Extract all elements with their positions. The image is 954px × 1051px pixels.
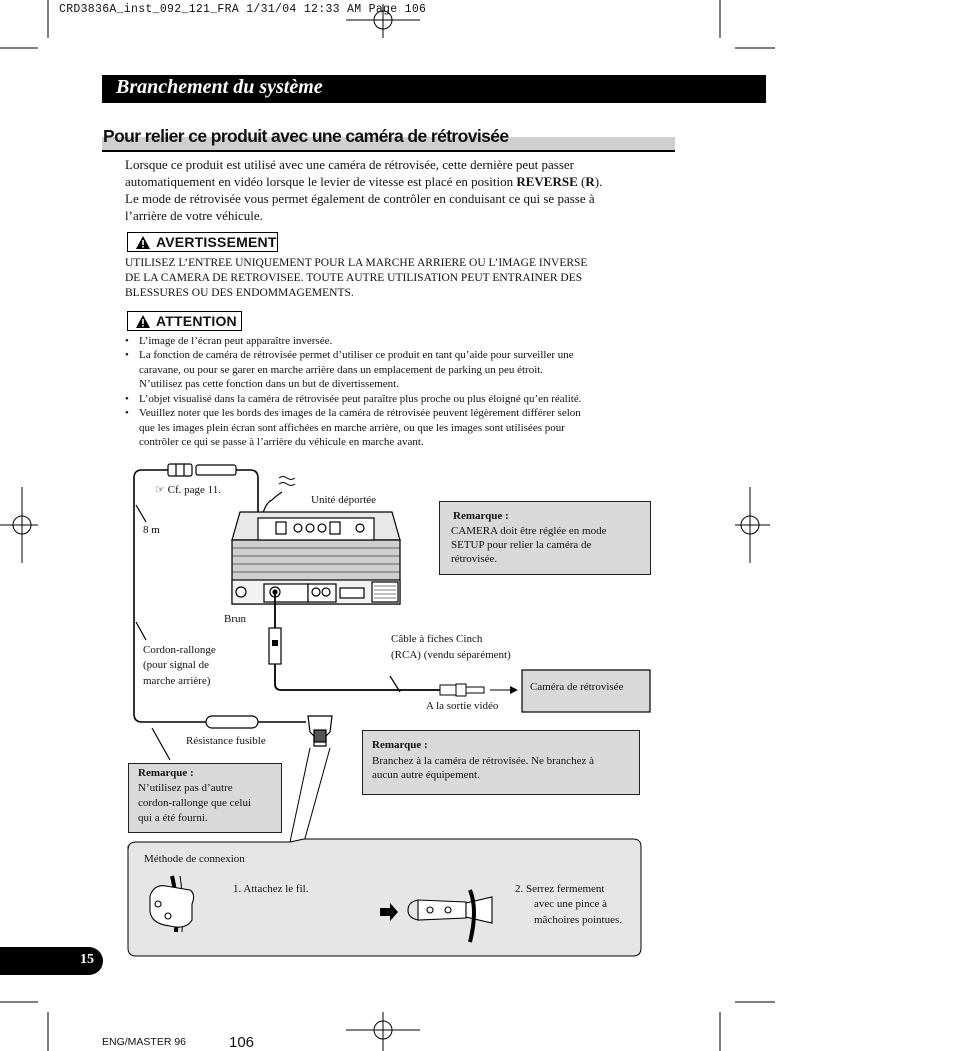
intro-line: Le mode de rétrovisée vous permet également de contrôler en conduisant ce qui se passe à bbox=[125, 191, 595, 206]
cf-page-reference: ☞ Cf. page 11. bbox=[155, 484, 221, 496]
caution-item: caravane, ou pour se garer en marche arrière dans un emplacement de parking un peu étroit. bbox=[139, 364, 544, 376]
caution-item: L’objet visualisé dans la caméra de rétrovisée peut paraître plus proche ou plus éloigné qu’en réalité. bbox=[139, 393, 582, 405]
rca-cable-label: Câble à fiches Cinch bbox=[391, 633, 483, 645]
chapter-title: Branchement du système bbox=[116, 76, 323, 98]
page-tab bbox=[0, 947, 103, 975]
method-title: Méthode de connexion bbox=[144, 853, 245, 865]
bullet: • bbox=[125, 349, 129, 361]
warning-line: BLESSURES OU DES ENDOMMAGEMENTS. bbox=[125, 287, 354, 299]
intro-line: Lorsque ce produit est utilisé avec une caméra de rétrovisée, cette dernière peut passer bbox=[125, 157, 575, 172]
caution-item: Veuillez noter que les bords des images de la caméra de rétrovisée peuvent légèrement différer selon bbox=[139, 407, 581, 419]
note-title: Remarque : bbox=[372, 739, 428, 751]
page-tab-number: 15 bbox=[80, 952, 94, 967]
method-step-1: 1. Attachez le fil. bbox=[233, 883, 309, 895]
camera-label: Caméra de rétrovisée bbox=[530, 681, 624, 693]
note-setup bbox=[439, 501, 651, 575]
caution-item: contrôler ce qui se passe à l’arrière du véhicule en marche avant. bbox=[139, 436, 424, 448]
extension-cord-label: marche arrière) bbox=[143, 675, 211, 687]
print-slug: CRD3836A_inst_092_121_FRA 1/31/04 12:33 AM Page 106 bbox=[59, 3, 427, 16]
caution-item: que les images plein écran sont affichées en marche arrière, ou que les images sont utilisées pour bbox=[139, 422, 565, 434]
footer-master-label: ENG/MASTER 96 bbox=[102, 1036, 187, 1048]
rca-cable-label: (RCA) (vendu séparément) bbox=[391, 649, 511, 661]
video-output-label: A la sortie vidéo bbox=[426, 700, 499, 712]
section-title: Pour relier ce produit avec une caméra de rétrovisée bbox=[103, 126, 509, 146]
note-line: Branchez à la caméra de rétrovisée. Ne branchez à bbox=[372, 755, 594, 767]
brown-wire-label: Brun bbox=[224, 613, 246, 625]
note-line: aucun autre équipement. bbox=[372, 769, 480, 781]
note-line: cordon-rallonge que celui bbox=[138, 797, 252, 809]
bullet: • bbox=[125, 407, 129, 419]
bullet: • bbox=[125, 393, 129, 405]
extension-cord-label: Cordon-rallonge bbox=[143, 644, 216, 656]
caution-item: La fonction de caméra de rétrovisée permet d’utiliser ce produit en tant qu’aide pour surveiller une bbox=[139, 349, 574, 361]
remote-unit-label: Unité déportée bbox=[311, 494, 377, 506]
method-step-2: mâchoires pointues. bbox=[534, 914, 622, 926]
footer-page-number: 106 bbox=[229, 1034, 255, 1051]
note-line: SETUP pour relier la caméra de bbox=[451, 539, 592, 551]
note-line: rétrovisée. bbox=[451, 553, 498, 565]
cord-length-label: 8 m bbox=[143, 524, 160, 536]
note-line: N’utilisez pas d’autre bbox=[138, 782, 233, 794]
note-title: Remarque : bbox=[453, 510, 509, 522]
caution-label-text: ATTENTION bbox=[156, 313, 237, 329]
warning-line: DE LA CAMERA DE RETROVISEE. TOUTE AUTRE UTILISATION PEUT ENTRAINER DES bbox=[125, 272, 583, 284]
note-title: Remarque : bbox=[138, 767, 194, 779]
fuse-resistor-label: Résistance fusible bbox=[186, 735, 266, 747]
caution-item: L’image de l’écran peut apparaître inversée. bbox=[139, 335, 333, 347]
note-line: CAMERA doit être réglée en mode bbox=[451, 525, 607, 537]
note-line: qui a été fourni. bbox=[138, 812, 208, 824]
warning-label-text: AVERTISSEMENT bbox=[156, 234, 277, 250]
note-camera bbox=[362, 730, 640, 795]
intro-line: l’arrière de votre véhicule. bbox=[125, 208, 263, 223]
note-cord bbox=[128, 763, 282, 833]
extension-cord-label: (pour signal de bbox=[143, 659, 209, 671]
caution-item: N’utilisez pas cette fonction dans un but de divertissement. bbox=[139, 378, 399, 390]
warning-line: UTILISEZ L’ENTREE UNIQUEMENT POUR LA MARCHE ARRIERE OU L’IMAGE INVERSE bbox=[125, 257, 588, 269]
bullet: • bbox=[125, 335, 129, 347]
method-step-2: avec une pince à bbox=[534, 898, 607, 910]
method-step-2: 2. Serrez fermement bbox=[515, 883, 605, 895]
intro-line: automatiquement en vidéo lorsque le levier de vitesse est placé en position REVERSE (R). bbox=[125, 174, 603, 189]
